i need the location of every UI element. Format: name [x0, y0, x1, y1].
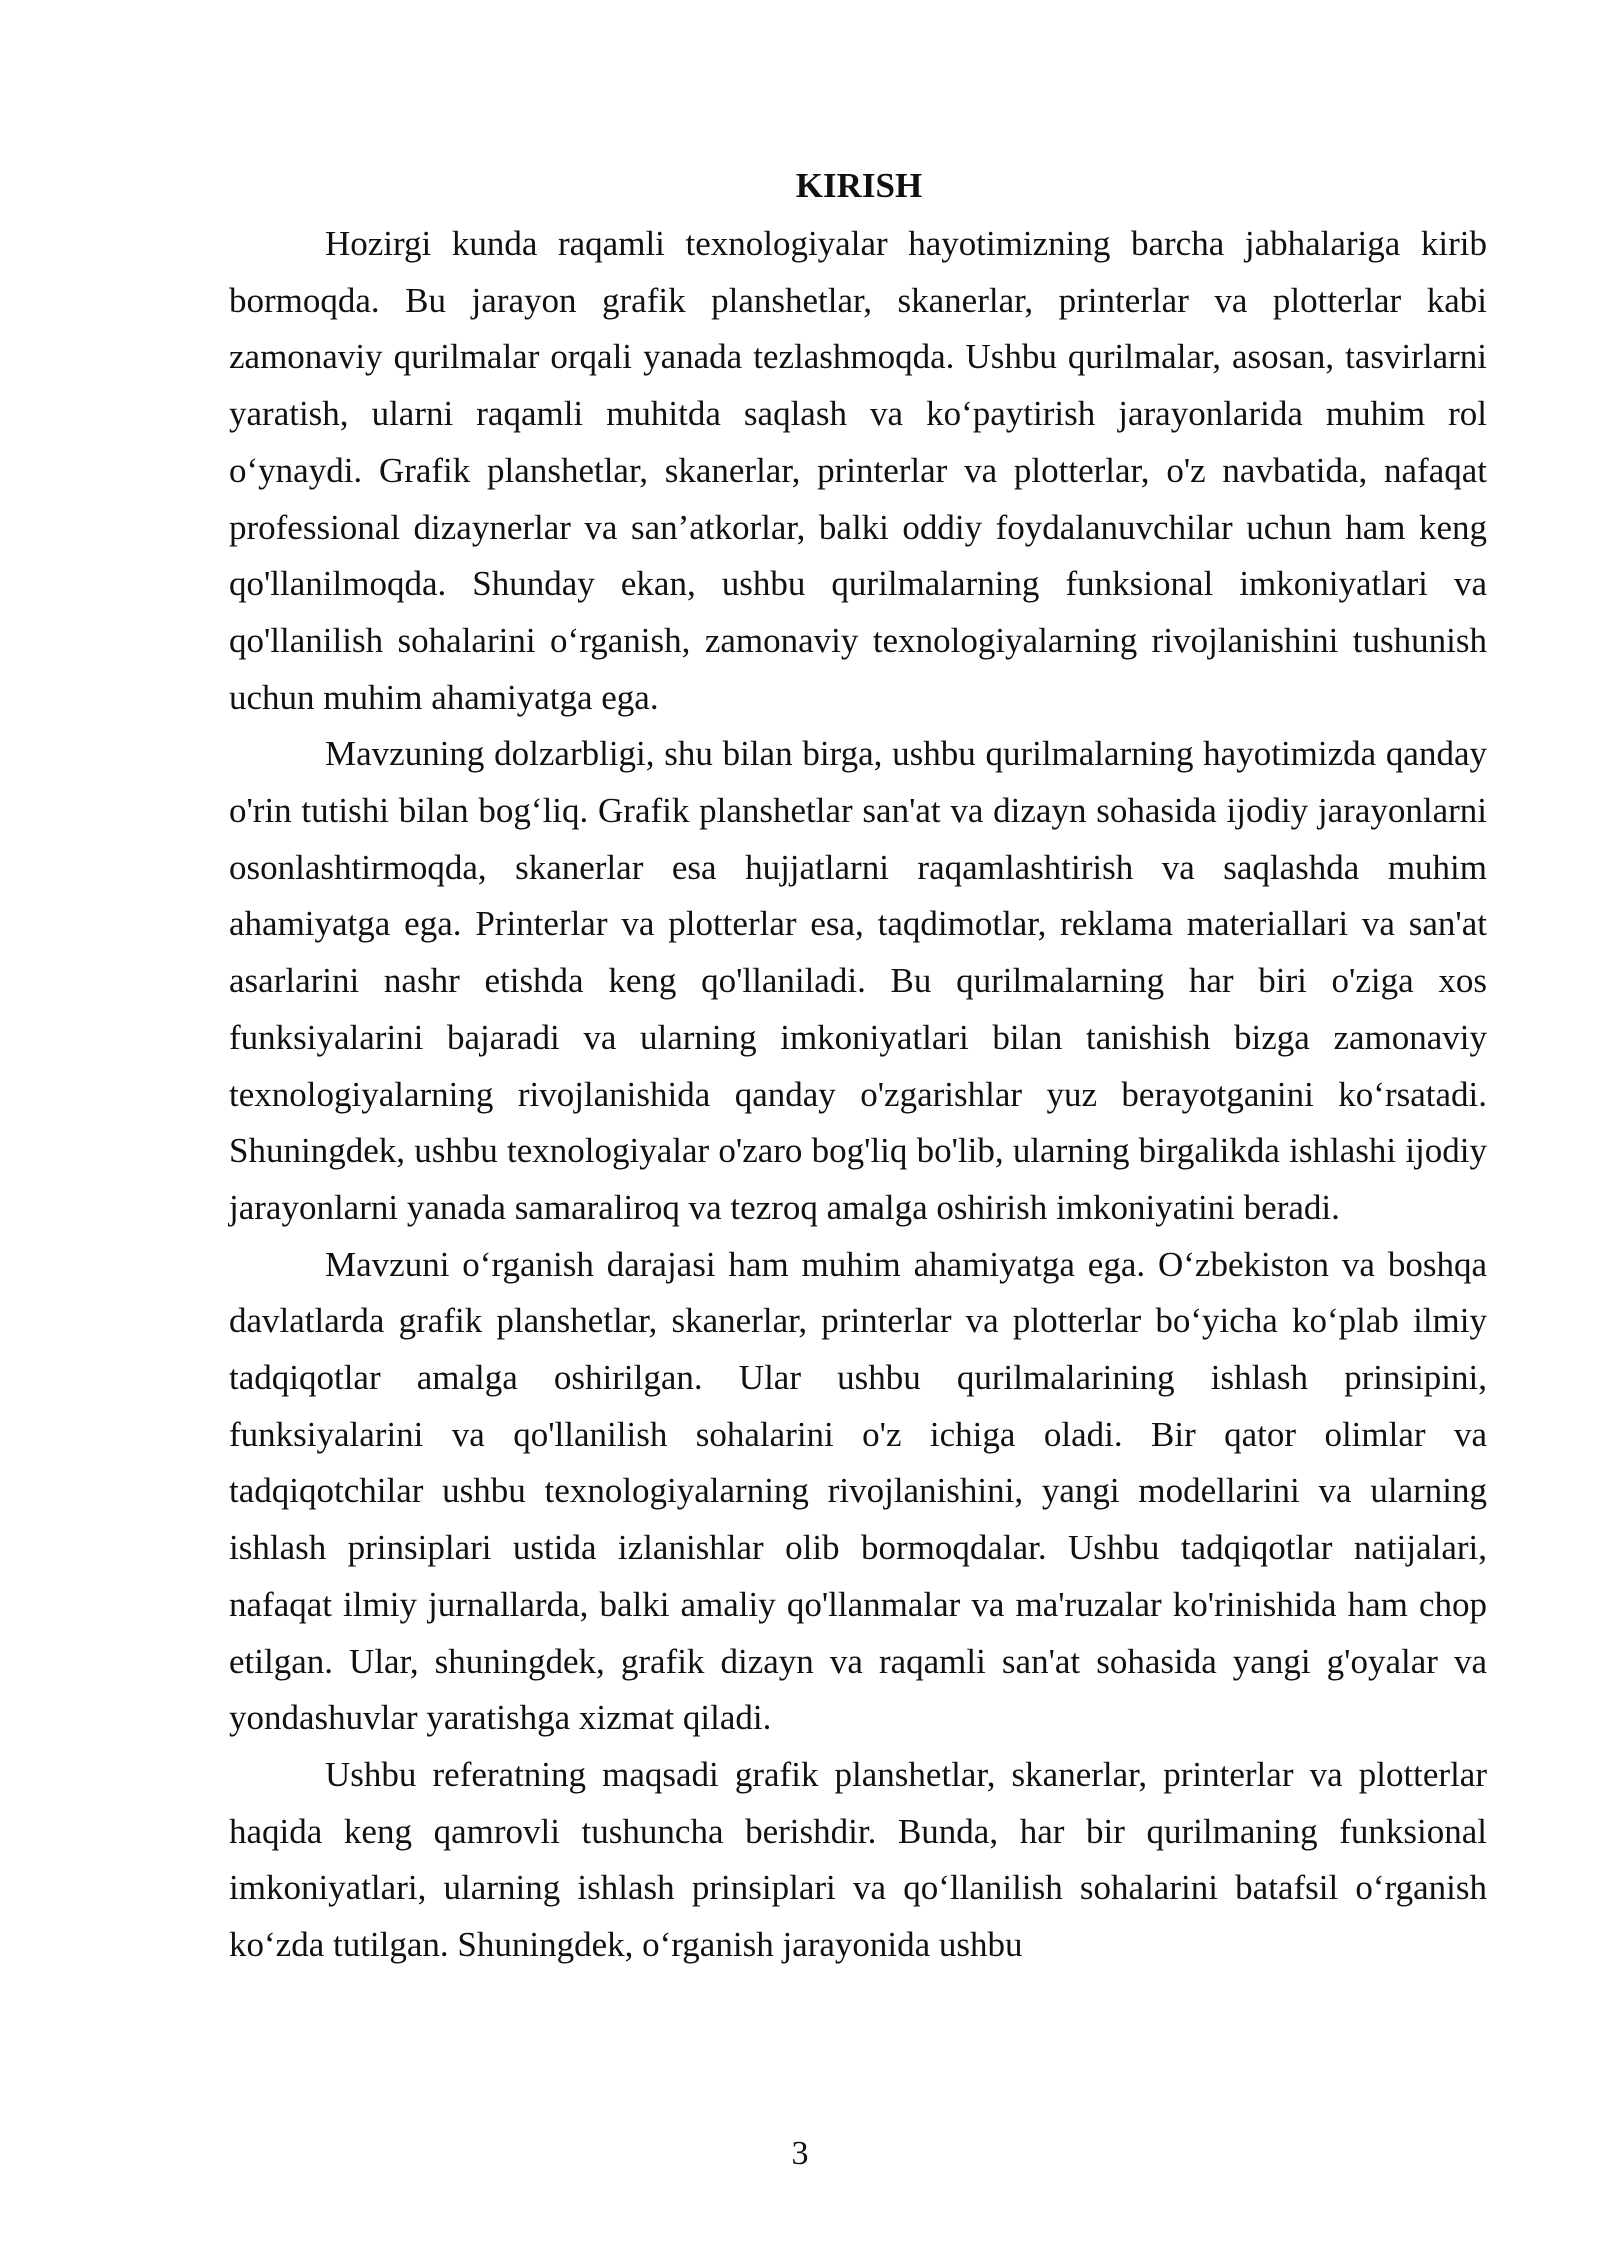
document-page	[229, 160, 1487, 1974]
paragraph-purpose: Ushbu referatning maqsadi grafik planshetlar, skanerlar, printerlar va plotterlar haqida keng qamrovli tushuncha berishdir. Bunda, har bir qurilmaning funksional imkoniyatlari, ularning ishlash prinsiplari va qo‘llanilish sohalarini batafsil o‘rganish ko‘zda tutilgan. Shuningdek, o‘rganish jarayonida ushbu	[229, 1754, 1487, 1965]
paragraph-relevance: Mavzuning dolzarbligi, shu bilan birga, ushbu qurilmalarning hayotimizda qanday o'rin tutishi bilan bog‘liq. Grafik planshetlar san'at va dizayn sohasida ijodiy jarayonlarni osonlashtirmoqda, skanerlar esa hujjatlarni raqamlashtirish va saqlashda muhim ahamiyatga ega. Printerlar va plotterlar esa, taqdimotlar, reklama materiallari va san'at asarlarini nashr etishda keng qo'llaniladi. Bu qurilmalarning har biri o'ziga xos funksiyalarini bajaradi va ularning imkoniyatlari bilan tanishish bizga zamonaviy texnologiyalarning rivojlanishida qanday o'zgarishlar yuz berayotganini ko‘rsatadi. Shuningdek, ushbu texnologiyalar o'zaro bog'liq bo'lib, ularning birgalikda ishlashi ijodiy jarayonlarni yanada samaraliroq va tezroq amalga oshirish imkoniyatini beradi.	[229, 734, 1487, 1227]
page-number: 3	[791, 2135, 809, 2172]
paragraph-intro: Hozirgi kunda raqamli texnologiyalar hayotimizning barcha jabhalariga kirib bormoqda. Bu jarayon grafik planshetlar, skanerlar, printerlar va plotterlar kabi zamonaviy qurilmalar orqali yanada tezlashmoqda. Ushbu qurilmalar, asosan, tasvirlarni yaratish, ularni raqamli muhitda saqlash va ko‘paytirish jarayonlarida muhim rol o‘ynaydi. Grafik planshetlar, skanerlar, printerlar va plotterlar, o'z navbatida, nafaqat professional dizaynerlar va san’atkorlar, balki oddiy foydalanuvchilar uchun ham keng qo'llanilmoqda. Shunday ekan, ushbu qurilmalarning funksional imkoniyatlari va qo'llanilish sohalarini o‘rganish, zamonaviy texnologiyalarning rivojlanishini tushunish uchun muhim ahamiyatga ega.	[229, 224, 1487, 717]
paragraph-study-level: Mavzuni o‘rganish darajasi ham muhim ahamiyatga ega. O‘zbekiston va boshqa davlatlarda grafik planshetlar, skanerlar, printerlar va plotterlar bo‘yicha ko‘plab ilmiy tadqiqotlar amalga oshirilgan. Ular ushbu qurilmalarining ishlash prinsipini, funksiyalarini va qo'llanilish sohalarini o'z ichiga oladi. Bir qator olimlar va tadqiqotchilar ushbu texnologiyalarning rivojlanishini, yangi modellarini va ularning ishlash prinsiplari ustida izlanishlar olib bormoqdalar. Ushbu tadqiqotlar natijalari, nafaqat ilmiy jurnallarda, balki amaliy qo'llanmalar va ma'ruzalar ko'rinishida ham chop etilgan. Ular, shuningdek, grafik dizayn va raqamli san'at sohasida yangi g'oyalar va yondashuvlar yaratishga xizmat qiladi.	[229, 1244, 1487, 1738]
page-title: KIRISH	[795, 166, 923, 205]
